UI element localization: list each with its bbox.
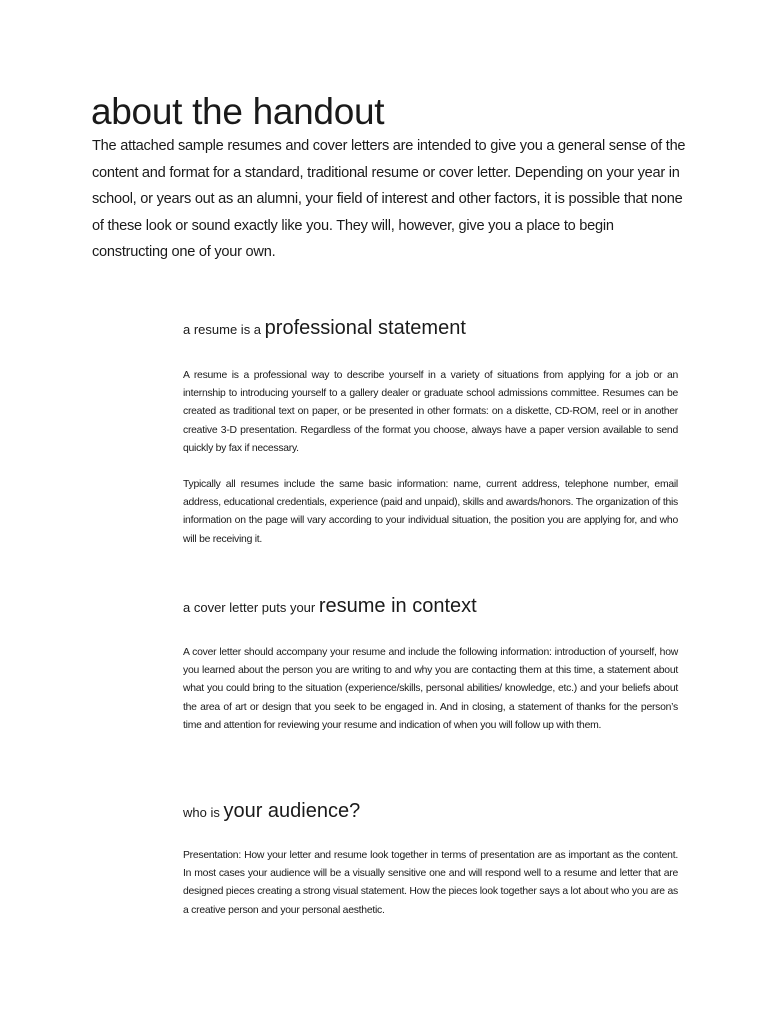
section-paragraph: Presentation: How your letter and resume look together in terms of presentation are as important as the content. In most cases your audience will be a visually sensitive one and will respond well to a resume and letter that are designed pieces creating a strong visual statement. How the pieces look together says a lot about who you are as a creative person and your personal aesthetic. [183, 850, 678, 916]
heading-lead: a cover letter puts your [183, 600, 319, 615]
heading-emphasis: your audience? [223, 800, 361, 822]
section-audience [183, 795, 678, 920]
page-title: about the handout [91, 91, 385, 132]
section-heading [183, 312, 678, 342]
section-paragraph: Typically all resumes include the same basic information: name, current address, telephone number, email address, educational credentials, experience (paid and unpaid), skills and awards/honors. The organization of this information on the page will vary according to your individual situation, the position you are applying for, and who will be receiving it. [183, 479, 678, 545]
section-heading [183, 795, 678, 825]
heading-emphasis: resume in context [318, 595, 477, 617]
section-resume [183, 312, 678, 549]
section-paragraph: A cover letter should accompany your resume and include the following information: introduction of yourself, how you learned about the person you are writing to and why you are contacting them at this time, a statement about what you could bring to the situation (experience/skills, personal abilities/ knowledge, etc.) and your beliefs about the area of art or design that you seek to be engaged in. And in closing, a statement of thanks for the person’s time and attention for reviewing your resume and indication of when you will follow up with them. [183, 647, 678, 731]
intro-paragraph: The attached sample resumes and cover letters are intended to give you a general sense of the content and format for a standard, traditional resume or cover letter. Depending on your year in school, or years out as an alumni, your field of interest and other factors, it is possible that none of these look or sound exactly like you. They will, however, give you a place to begin constructing one of your own. [92, 138, 686, 260]
heading-lead: who is [183, 805, 224, 820]
section-heading [183, 590, 678, 620]
heading-emphasis: professional statement [264, 317, 466, 339]
section-paragraph: A resume is a professional way to describe yourself in a variety of situations from applying for a job or an internship to introducing yourself to a gallery dealer or graduate school admissions committee. Resumes can be created as traditional text on paper, or be presented in other formats: on a diskette, CD-ROM, reel or in another creative 3-D presentation. Regardless of the format you choose, always have a paper version available to send quickly by fax if necessary. [183, 370, 678, 454]
section-cover-letter [183, 590, 678, 735]
heading-lead: a resume is a [183, 322, 265, 337]
